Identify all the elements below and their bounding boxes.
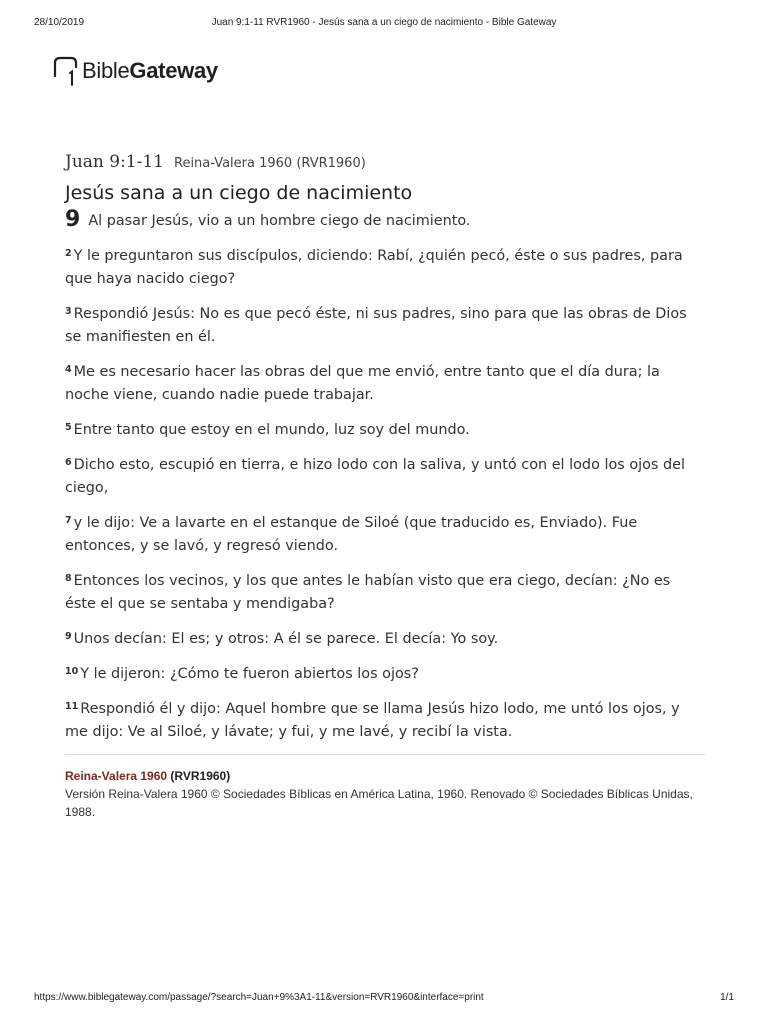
verse-10 <box>65 660 705 686</box>
divider <box>65 754 705 755</box>
print-footer <box>34 992 734 1006</box>
verse-text: Y le preguntaron sus discípulos, diciendo: Rabí, ¿quién pecó, éste o sus padres, para que haya nacido ciego? <box>65 248 683 287</box>
print-url: https://www.biblegateway.com/passage/?search=Juan+9%3A1-11&version=RVR1960&interface=print <box>34 992 484 1003</box>
copyright-block <box>65 767 705 821</box>
verse-number: 8 <box>65 573 72 584</box>
verse-6 <box>65 451 705 500</box>
verse-5 <box>65 416 705 442</box>
passage <box>65 152 705 821</box>
version-abbreviation: (RVR1960) <box>170 769 231 783</box>
passage-heading: Jesús sana a un ciego de nacimiento <box>65 182 413 204</box>
verse-11 <box>65 695 705 744</box>
verse-4 <box>65 358 705 407</box>
verse-number: 2 <box>65 248 72 259</box>
verse-text: Entonces los vecinos, y los que antes le habían visto que era ciego, decían: ¿No es éste el que se sentaba y mendigaba? <box>65 573 671 612</box>
biblegateway-logo[interactable] <box>50 54 218 88</box>
biblegateway-wordmark: BibleGateway <box>82 58 218 83</box>
verse-text: Respondió Jesús: No es que pecó éste, ni sus padres, sino para que las obras de Dios se manifiesten en él. <box>65 306 687 345</box>
verse-number: 5 <box>65 422 72 433</box>
print-header <box>34 17 734 31</box>
verse-number: 4 <box>65 364 72 375</box>
print-date: 28/10/2019 <box>34 17 85 28</box>
verse-8 <box>65 567 705 616</box>
copyright-version-line <box>65 767 705 785</box>
passage-reference <box>65 152 705 172</box>
verse-7 <box>65 509 705 558</box>
verse-text: Dicho esto, escupió en tierra, e hizo lodo con la saliva, y untó con el lodo los ojos del ciego, <box>65 457 685 496</box>
verse-number: 10 <box>65 666 79 677</box>
verse-1 <box>65 208 705 233</box>
verse-text: Unos decían: El es; y otros: A él se parece. El decía: Yo soy. <box>73 631 499 647</box>
verse-text: Me es necesario hacer las obras del que me envió, entre tanto que el día dura; la noche viene, cuando nadie puede trabajar. <box>65 364 660 403</box>
print-page-number: 1/1 <box>720 992 734 1003</box>
verse-9 <box>65 625 705 651</box>
passage-ref-text: Juan 9:1-11 <box>65 152 164 172</box>
verse-2 <box>65 242 705 291</box>
verse-text: y le dijo: Ve a lavarte en el estanque de Siloé (que traducido es, Enviado). Fue entonces, y se lavó, y regresó viendo. <box>65 515 638 554</box>
verse-text: Respondió él y dijo: Aquel hombre que se llama Jesús hizo lodo, me untó los ojos, y me dijo: Ve al Siloé, y lávate; y fui, y me lavé, y recibí la vista. <box>65 701 680 740</box>
version-link[interactable]: Reina-Valera 1960 <box>65 769 168 783</box>
verse-number: 6 <box>65 457 72 468</box>
chapter-number: 9 <box>65 207 81 232</box>
verse-number: 3 <box>65 306 72 317</box>
verse-text: Y le dijeron: ¿Cómo te fueron abiertos los ojos? <box>80 666 419 682</box>
verse-3 <box>65 300 705 349</box>
verse-number: 11 <box>65 701 79 712</box>
biblegateway-logo-icon <box>50 54 78 88</box>
verse-number: 9 <box>65 631 72 642</box>
passage-version: Reina-Valera 1960 (RVR1960) <box>174 156 366 171</box>
verse-number: 7 <box>65 515 72 526</box>
print-page-title: Juan 9:1-11 RVR1960 - Jesús sana a un ciego de nacimiento - Bible Gateway <box>211 17 557 28</box>
verse-text: Al pasar Jesús, vio a un hombre ciego de nacimiento. <box>88 213 471 229</box>
verse-text: Entre tanto que estoy en el mundo, luz soy del mundo. <box>73 422 470 438</box>
copyright-text: Versión Reina-Valera 1960 © Sociedades Bíblicas en América Latina, 1960. Renovado © Sociedades Bíblicas Unidas, 1988. <box>65 787 693 819</box>
